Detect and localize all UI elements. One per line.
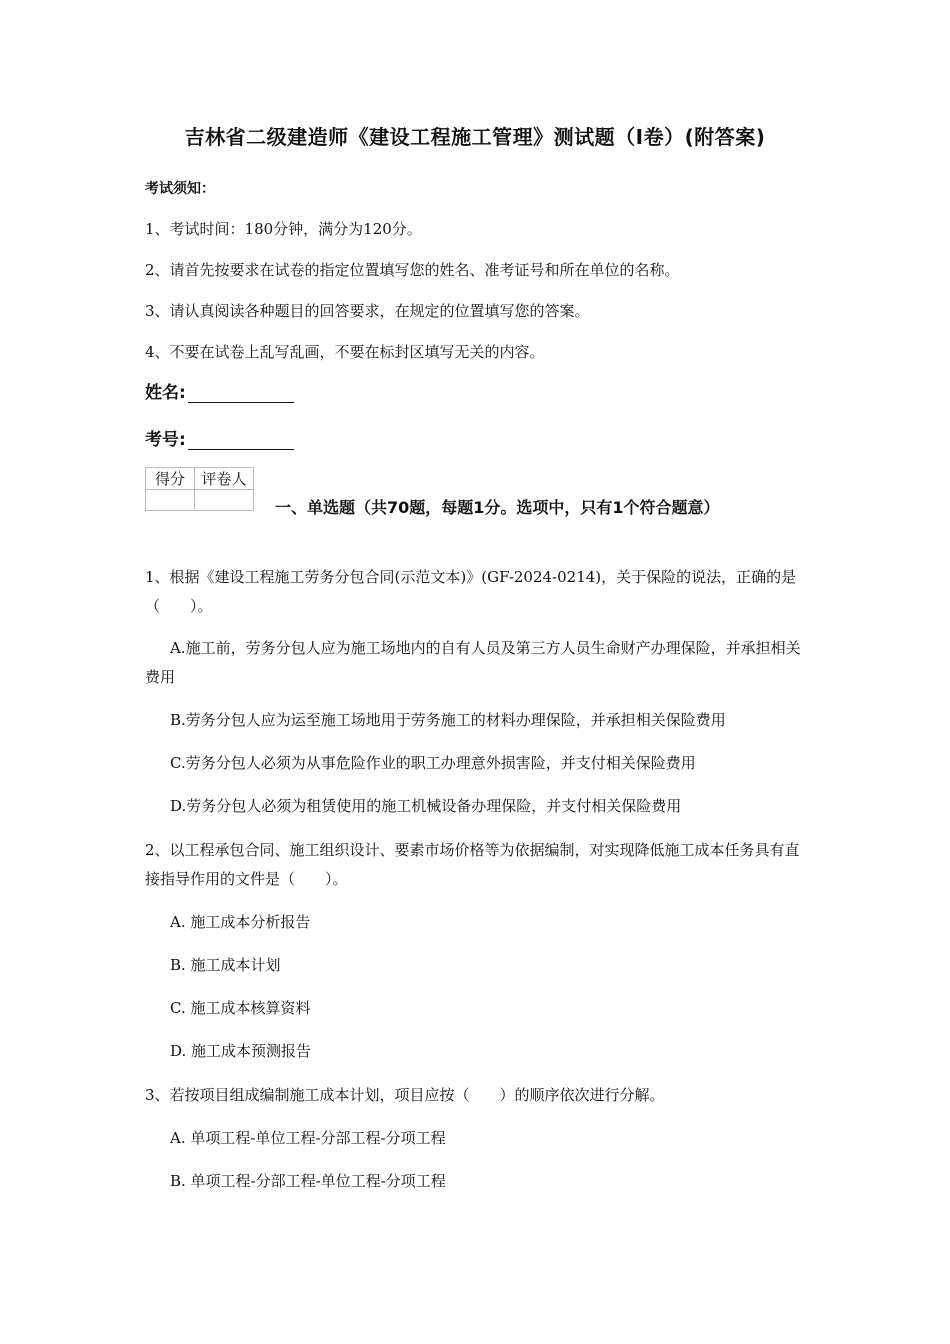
document-title: 吉林省二级建造师《建设工程施工管理》测试题（I卷）(附答案): [184, 125, 766, 149]
notice-item: 2、请首先按要求在试卷的指定位置填写您的姓名、准考证号和所在单位的名称。: [145, 261, 680, 279]
question-option[interactable]: B. 单项工程-分部工程-单位工程-分项工程: [170, 1172, 446, 1190]
question-option[interactable]: C.劳务分包人必须为从事危险作业的职工办理意外损害险，并支付相关保险费用: [170, 754, 696, 772]
notice-item: 3、请认真阅读各种题目的回答要求，在规定的位置填写您的答案。: [145, 302, 590, 320]
id-label: 考号:: [145, 430, 186, 450]
question-option[interactable]: C. 施工成本核算资料: [170, 999, 311, 1017]
question-stem: 1、根据《建设工程施工劳务分包合同(示范文本)》(GF-2024-0214)，关于保险的说法，正确的是（ ）。: [145, 568, 797, 615]
question-option[interactable]: B.劳务分包人应为运至施工场地用于劳务施工的材料办理保险，并承担相关保险费用: [170, 711, 726, 729]
question-option[interactable]: A. 单项工程-单位工程-分部工程-分项工程: [170, 1129, 446, 1147]
question-option[interactable]: A.施工前，劳务分包人应为施工场地内的自有人员及第三方人员生命财产办理保险，并承担相关费用: [145, 639, 801, 686]
section-heading: 一、单选题（共70题，每题1分。选项中，只有1个符合题意）: [275, 498, 720, 517]
question-stem: 2、以工程承包合同、施工组织设计、要素市场价格等为依据编制，对实现降低施工成本任务具有直接指导作用的文件是（ ）。: [145, 841, 800, 888]
question-option[interactable]: D. 施工成本预测报告: [170, 1042, 312, 1060]
notice-item: 4、不要在试卷上乱写乱画，不要在标封区填写无关的内容。: [145, 343, 545, 361]
grader-header: 评卷人: [195, 468, 254, 490]
name-blank[interactable]: [188, 384, 294, 403]
notice-heading: 考试须知：: [145, 181, 215, 197]
question-stem: 3、若按项目组成编制施工成本计划，项目应按（ ）的顺序依次进行分解。: [145, 1086, 665, 1104]
question-option[interactable]: B. 施工成本计划: [170, 956, 281, 974]
notice-item: 1、考试时间：180分钟，满分为120分。: [145, 220, 422, 238]
id-field: [145, 425, 294, 450]
name-label: 姓名:: [145, 383, 186, 403]
name-field: [145, 378, 294, 403]
score-header: 得分: [146, 468, 195, 490]
id-blank[interactable]: [188, 431, 294, 450]
question-option[interactable]: A. 施工成本分析报告: [170, 913, 311, 931]
question-option[interactable]: D.劳务分包人必须为租赁使用的施工机械设备办理保险，并支付相关保险费用: [170, 797, 682, 815]
